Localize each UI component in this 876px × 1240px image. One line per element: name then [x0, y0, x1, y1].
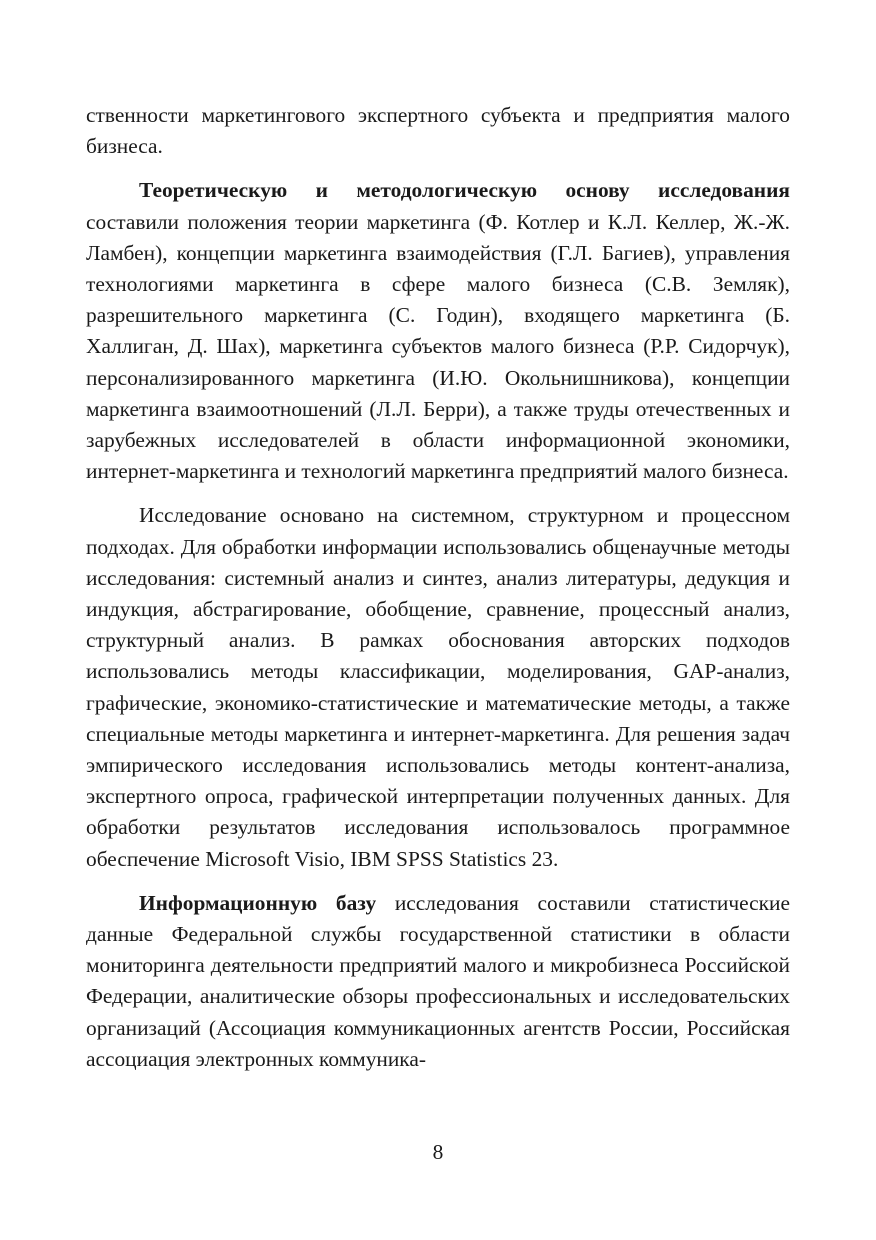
- paragraph-continuation: ственности маркетингового экспертного субъекта и предприятия малого бизнеса.: [86, 103, 790, 159]
- page-number: 8: [432, 1140, 444, 1164]
- paragraph-theoretical-basis: [86, 175, 790, 487]
- paragraph-text: исследования составили статистические данные Федеральной службы государственной статистики в области мониторинга деятельности предприятий малого и микробизнеса Российской Федерации, аналитические обзоры профессиональных и исследовательских организаций (Ассоциация коммуникационных агентств России, Российская ассоциация электронных коммуника-: [86, 890, 790, 1071]
- bold-lead-information-base: Информационную базу: [139, 890, 377, 915]
- paragraph-text: составили положения теории маркетинга (Ф. Котлер и К.Л. Келлер, Ж.-Ж. Ламбен), концепции маркетинга взаимодействия (Г.Л. Багиев), управления технологиями маркетинга в сфере малого бизнеса (С.В. Земляк), разрешительного маркетинга (С. Годин), входящего маркетинга (Б. Халлиган, Д. Шах), маркетинга субъектов малого бизнеса (Р.Р. Сидорчук), персонализированного маркетинга (И.Ю. Окольнишникова), концепции маркетинга взаимоотношений (Л.Л. Берри), а также труды отечественных и зарубежных исследователей в области информационной экономики, интернет-маркетинга и технологий маркетинга предприятий малого бизнеса.: [86, 209, 790, 484]
- paragraph-methods: Исследование основано на системном, структурном и процессном подходах. Для обработки информации использовались общенаучные методы исследования: системный анализ и синтез, анализ литературы, дедукция и индукция, абстрагирование, обобщение, сравнение, процессный анализ, структурный анализ. В рамках обоснования авторских подходов использовались методы классификации, моделирования, GAP-анализ, графические, экономико-статистические и математические методы, а также специальные методы маркетинга и интернет-маркетинга. Для решения задач эмпирического исследования использовались методы контент-анализа, экспертного опроса, графической интерпретации полученных данных. Для обработки результатов исследования использовалось программное обеспечение Microsoft Visio, IBM SPSS Statistics 23.: [86, 503, 790, 871]
- paragraph-information-base: [86, 888, 790, 1075]
- document-body: [86, 100, 790, 1075]
- bold-lead-theoretical: Теоретическую и методологическую основу исследования: [139, 178, 790, 203]
